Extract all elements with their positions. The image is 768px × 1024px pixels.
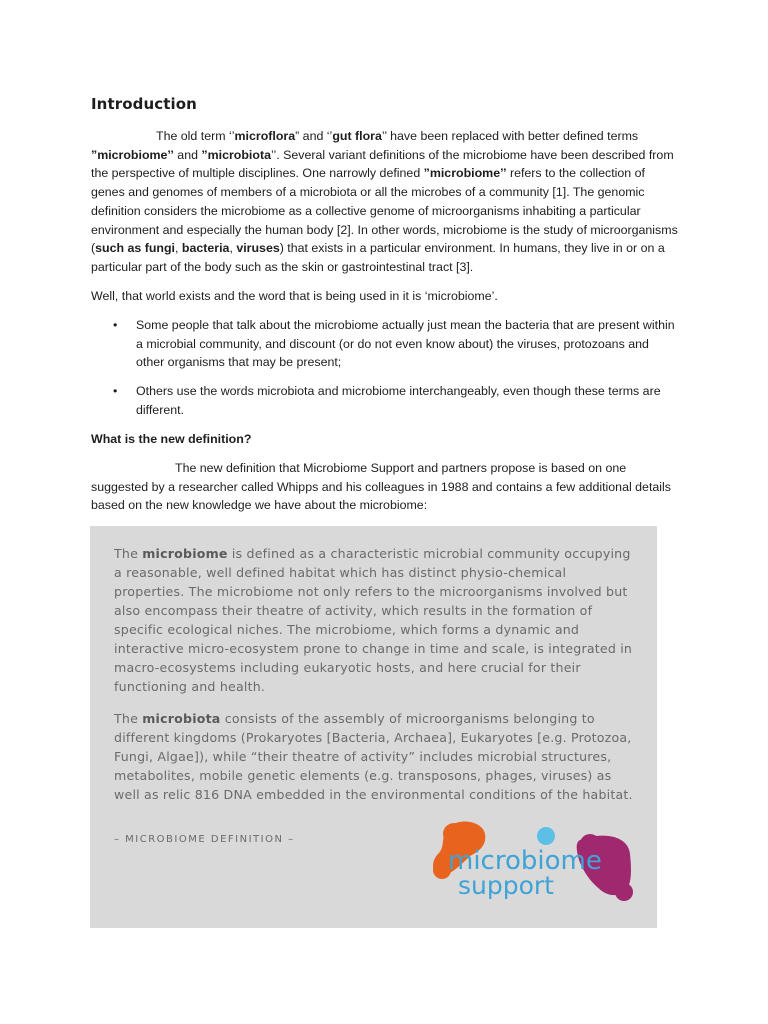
definition-quote-box: [90, 526, 657, 928]
world-paragraph: Well, that world exists and the word that is being used in it is ‘microbiome’.: [91, 289, 498, 303]
logo-word-support: support: [458, 871, 554, 900]
microbiome-support-logo: [430, 814, 640, 909]
page-title: Introduction: [91, 95, 197, 113]
list-item: • Some people that talk about the microbiome actually just mean the bacteria that are present within a microbial community, and discount (or do not even know about) the viruses, protozoans and other organisms that may be present;: [113, 318, 675, 370]
list-item: • Others use the words microbiota and microbiome interchangeably, even though these terms are different.: [113, 384, 661, 417]
section-subheading: What is the new definition?: [91, 432, 252, 446]
bullet-icon: •: [113, 384, 118, 399]
blue-dot-shape: [537, 827, 555, 845]
intro-paragraph: The old term ‘’microflora” and ‘’gut flora’’ have been replaced with better defined terms ”microbiome’’ and ”microbiota’’. Several variant definitions of the microbiome have been described from the perspective of multiple disciplines. One narrowly defined ”microbiome’’ refers to the collection of genes and genomes of members of a microbiota or all the microbes of a community [1]. The genomic definition considers the microbiome as a collective genome of microorganisms inhabiting a particular environment and especially the human body [2]. In other words, microbiome is the study of microorganisms (such as fungi, bacteria, viruses) that exists in a particular environment. In humans, they live in or on a particular part of the body such as the skin or gastrointestinal tract [3].: [91, 129, 678, 274]
quote-source: – MICROBIOME DEFINITION –: [114, 834, 295, 845]
bullet-icon: •: [113, 318, 118, 332]
logo-word-microbiome: microbiome: [448, 846, 602, 876]
microbiome-definition-text: The microbiome is defined as a characteristic microbial community occupying a reasonable, well defined habitat which has distinct physio-chemical properties. The microbiome not only refers to the microorganisms involved but also encompass their theatre of activity, which results in the formation of specific ecological niches. The microbiome, which forms a dynamic and interactive micro-ecosystem prone to change in time and scale, is integrated in macro-ecosystems including eukaryotic hosts, and here crucial for their functioning and health.: [114, 546, 633, 694]
new-definition-paragraph: The new definition that Microbiome Support and partners propose is based on one suggested by a researcher called Whipps and his colleagues in 1988 and contains a few additional details based on the new knowledge we have about the microbiome:: [91, 461, 671, 513]
microbiota-definition-text: The microbiota consists of the assembly of microorganisms belonging to different kingdoms (Prokaryotes [Bacteria, Archaea], Eukaryotes [e.g. Protozoa, Fungi, Algae]), while “their theatre of activity” includes microbial structures, metabolites, mobile genetic elements (e.g. transposons, phages, viruses) as well as relic 816 DNA embedded in the environmental conditions of the habitat.: [114, 711, 633, 802]
bullet-list: [91, 316, 679, 420]
